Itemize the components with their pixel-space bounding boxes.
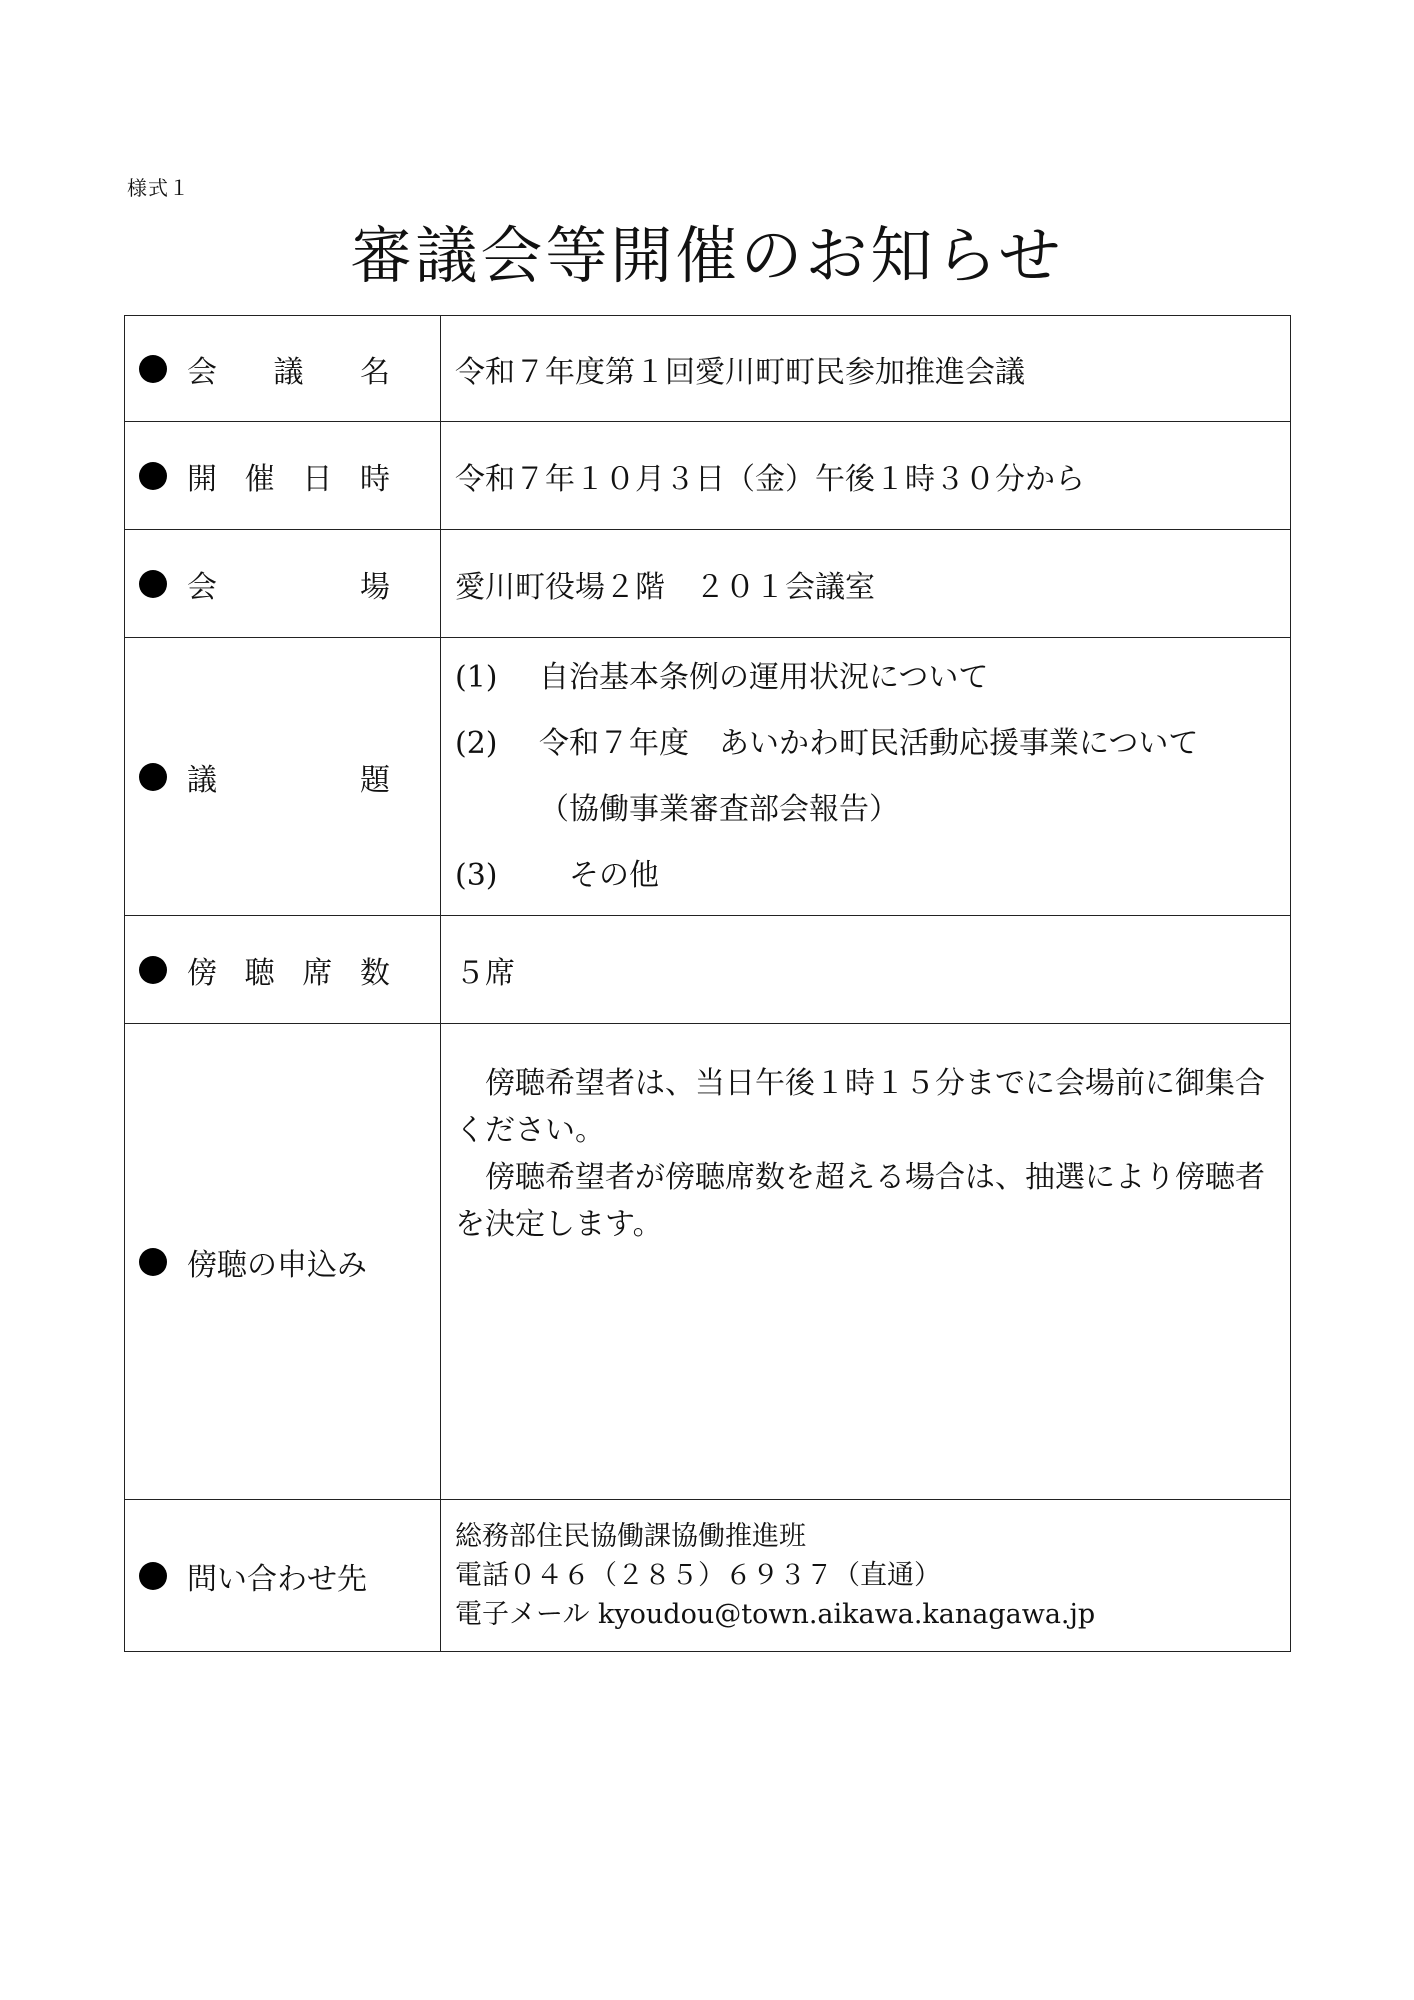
venue-value: 愛川町役場２階 ２０１会議室 <box>441 530 1291 638</box>
label-char: 議 <box>187 762 217 798</box>
agenda-list <box>455 645 1278 909</box>
seats-label <box>125 916 441 1024</box>
label-char: 会 <box>187 354 217 390</box>
bullet-icon <box>139 1248 167 1276</box>
contact-phone: 電話０４６（２８５）６９３７（直通） <box>455 1560 941 1591</box>
agenda-text: 自治基本条例の運用状況について <box>539 659 989 695</box>
bullet-icon <box>139 355 167 383</box>
application-label-text: 傍聴の申込み <box>187 1247 367 1283</box>
agenda-item <box>455 843 1278 909</box>
agenda-text: 令和７年度 あいかわ町民活動応援事業について <box>539 725 1199 761</box>
agenda-subtext: （協働事業審査部会報告） <box>539 791 899 827</box>
label-char: 日 <box>302 461 333 497</box>
date-time-label <box>125 422 441 530</box>
bullet-icon <box>139 763 167 791</box>
label-char: 会 <box>187 569 217 605</box>
bullet-icon <box>139 462 167 490</box>
label-char: 議 <box>273 354 304 390</box>
bullet-icon <box>139 956 167 984</box>
row-venue <box>125 530 1291 638</box>
label-char: 席 <box>302 955 333 991</box>
agenda-number: (1) <box>455 659 498 695</box>
seats-value: ５席 <box>441 916 1291 1024</box>
meeting-name-value: 令和７年度第１回愛川町町民参加推進会議 <box>441 316 1291 422</box>
contact-label <box>125 1500 441 1652</box>
contact-department: 総務部住民協働課協働推進班 <box>455 1521 806 1552</box>
agenda-value <box>441 638 1291 916</box>
application-value <box>441 1024 1291 1500</box>
label-char: 場 <box>360 569 390 605</box>
label-char: 時 <box>359 461 390 497</box>
meeting-name-label <box>125 316 441 422</box>
contact-label-text: 問い合わせ先 <box>187 1561 367 1597</box>
label-char: 聴 <box>244 955 275 991</box>
form-number-label: 様式１ <box>127 176 190 200</box>
label-char: 題 <box>360 762 390 798</box>
bullet-icon <box>139 570 167 598</box>
row-contact <box>125 1500 1291 1652</box>
agenda-number: (3) <box>455 857 498 893</box>
meeting-info-table <box>124 315 1291 1652</box>
application-label <box>125 1024 441 1500</box>
row-meeting-name <box>125 316 1291 422</box>
bullet-icon <box>139 1562 167 1590</box>
contact-email: 電子メール kyoudou@town.aikawa.kanagawa.jp <box>455 1599 1096 1630</box>
agenda-text: その他 <box>539 857 659 893</box>
agenda-item <box>455 645 1278 711</box>
application-paragraph: 傍聴希望者は、当日午後１時１５分までに会場前に御集合ください。 <box>455 1066 1265 1148</box>
row-date-time <box>125 422 1291 530</box>
document-title: 審議会等開催のお知らせ <box>350 219 1064 292</box>
label-char: 催 <box>244 461 275 497</box>
application-paragraph: 傍聴希望者が傍聴席数を超える場合は、抽選により傍聴者を決定します。 <box>455 1160 1265 1242</box>
label-char: 数 <box>359 955 390 991</box>
row-agenda <box>125 638 1291 916</box>
agenda-number: (2) <box>455 725 498 761</box>
date-time-value: 令和７年１０月３日（金）午後１時３０分から <box>441 422 1291 530</box>
label-char: 名 <box>360 354 390 390</box>
contact-value <box>441 1500 1291 1652</box>
label-char: 開 <box>187 461 217 497</box>
venue-label <box>125 530 441 638</box>
agenda-label <box>125 638 441 916</box>
agenda-item <box>455 711 1278 777</box>
label-char: 傍 <box>187 955 217 991</box>
row-seats <box>125 916 1291 1024</box>
row-application <box>125 1024 1291 1500</box>
